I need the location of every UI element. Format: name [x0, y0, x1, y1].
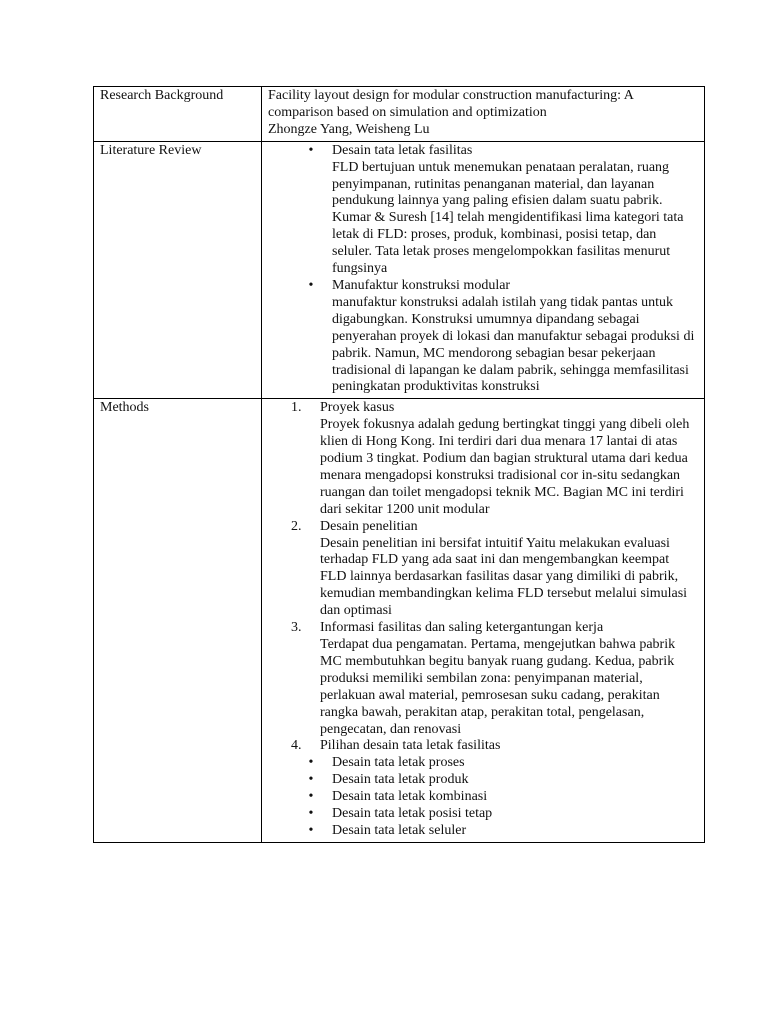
row-label: Literature Review — [94, 141, 262, 399]
bullet-icon: • — [308, 789, 314, 805]
option-label: Desain tata letak seluler — [332, 822, 467, 838]
item-heading: Desain penelitian — [320, 518, 418, 534]
option-label: Desain tata letak proses — [332, 755, 465, 771]
row-label: Research Background — [94, 87, 262, 142]
item-paragraph: Terdapat dua pengamatan. Pertama, mengejutkan bahwa pabrik MC membutuhkan begitu banyak ruang gudang. Kedua, pabrik produksi memiliki sembilan zona: penyimpanan material, perlakuan awal material, pemrosesan suku cadang, perakitan rangka bawah, perakitan atap, perakitan total, pengelasan, pengecatan, dan renovasi — [320, 637, 676, 737]
item-heading: Manufaktur konstruksi modular — [332, 277, 511, 293]
item-number: 2. — [291, 518, 302, 534]
bullet-icon: • — [308, 772, 314, 788]
methods-list — [268, 400, 698, 755]
list-item — [268, 620, 698, 738]
item-heading: Informasi fasilitas dan saling ketergantungan kerja — [320, 620, 604, 636]
list-item — [268, 278, 698, 396]
item-number: 1. — [291, 400, 302, 416]
list-item — [268, 806, 698, 823]
item-number: 3. — [291, 620, 302, 636]
row-label: Methods — [94, 399, 262, 843]
item-heading: Pilihan desain tata letak fasilitas — [320, 738, 501, 754]
paper-title: Facility layout design for modular construction manufacturing: A comparison based on simulation and optimization — [268, 88, 634, 120]
literature-list — [268, 143, 698, 397]
item-paragraph: Desain penelitian ini bersifat intuitif Yaitu melakukan evaluasi terhadap FLD yang ada saat ini dan mengembangkan keempat FLD lainnya berdasarkan fasilitas dasar yang dimiliki di pabrik, kemudian membandingkan kelima FLD tersebut melalui simulasi dan optimasi — [320, 535, 688, 619]
option-label: Desain tata letak kombinasi — [332, 789, 488, 805]
list-item — [268, 789, 698, 806]
list-item — [268, 400, 698, 518]
item-paragraph: FLD bertujuan untuk menemukan penataan peralatan, ruang penyimpanan, rutinitas penanganan material, dan layanan pendukung lainnya yang paling efisien dalam suatu pabrik. — [332, 159, 670, 209]
paper-authors: Zhongze Yang, Weisheng Lu — [268, 121, 430, 137]
item-heading: Proyek kasus — [320, 400, 395, 416]
bullet-icon: • — [308, 822, 314, 838]
table-row-literature — [94, 141, 705, 399]
list-item — [268, 519, 698, 620]
bullet-icon: • — [308, 142, 314, 158]
option-label: Desain tata letak posisi tetap — [332, 806, 493, 822]
research-summary-table — [93, 86, 705, 843]
list-item — [268, 143, 698, 278]
list-item — [268, 823, 698, 840]
bullet-icon: • — [308, 806, 314, 822]
list-item — [268, 772, 698, 789]
row-content — [262, 87, 705, 142]
item-heading: Desain tata letak fasilitas — [332, 142, 473, 158]
bullet-icon: • — [308, 277, 314, 293]
item-number: 4. — [291, 738, 302, 754]
table-row-background — [94, 87, 705, 142]
row-content — [262, 141, 705, 399]
layout-options-list — [268, 755, 698, 840]
item-paragraph: manufaktur konstruksi adalah istilah yang tidak pantas untuk digabungkan. Konstruksi umumnya dipandang sebagai penyerahan proyek di lokasi dan manufaktur sebagai produksi di pabrik. Namun, MC mendorong sebagian besar pekerjaan tradisional di lapangan ke dalam pabrik, sehingga memfasilitasi peningkatan produktivitas konstruksi — [332, 294, 695, 395]
item-paragraph: Kumar & Suresh [14] telah mengidentifikasi lima kategori tata letak di FLD: proses, produk, kombinasi, posisi tetap, dan seluler. Tata letak proses mengelompokkan fasilitas menurut fungsinya — [332, 210, 684, 277]
list-item — [268, 755, 698, 772]
item-paragraph: Proyek fokusnya adalah gedung bertingkat tinggi yang dibeli oleh klien di Hong Kong. Ini terdiri dari dua menara 17 lantai di atas podium 3 tingkat. Podium dan bagian struktural utama dari kedua menara mengadopsi konstruksi tradisional cor in-situ sedangkan ruangan dan toilet mengadopsi teknik MC. Bagian MC ini terdiri dari sekitar 1200 unit modular — [320, 417, 690, 517]
option-label: Desain tata letak produk — [332, 772, 469, 788]
list-item — [268, 738, 698, 755]
row-content — [262, 399, 705, 843]
bullet-icon: • — [308, 755, 314, 771]
table-row-methods — [94, 399, 705, 843]
